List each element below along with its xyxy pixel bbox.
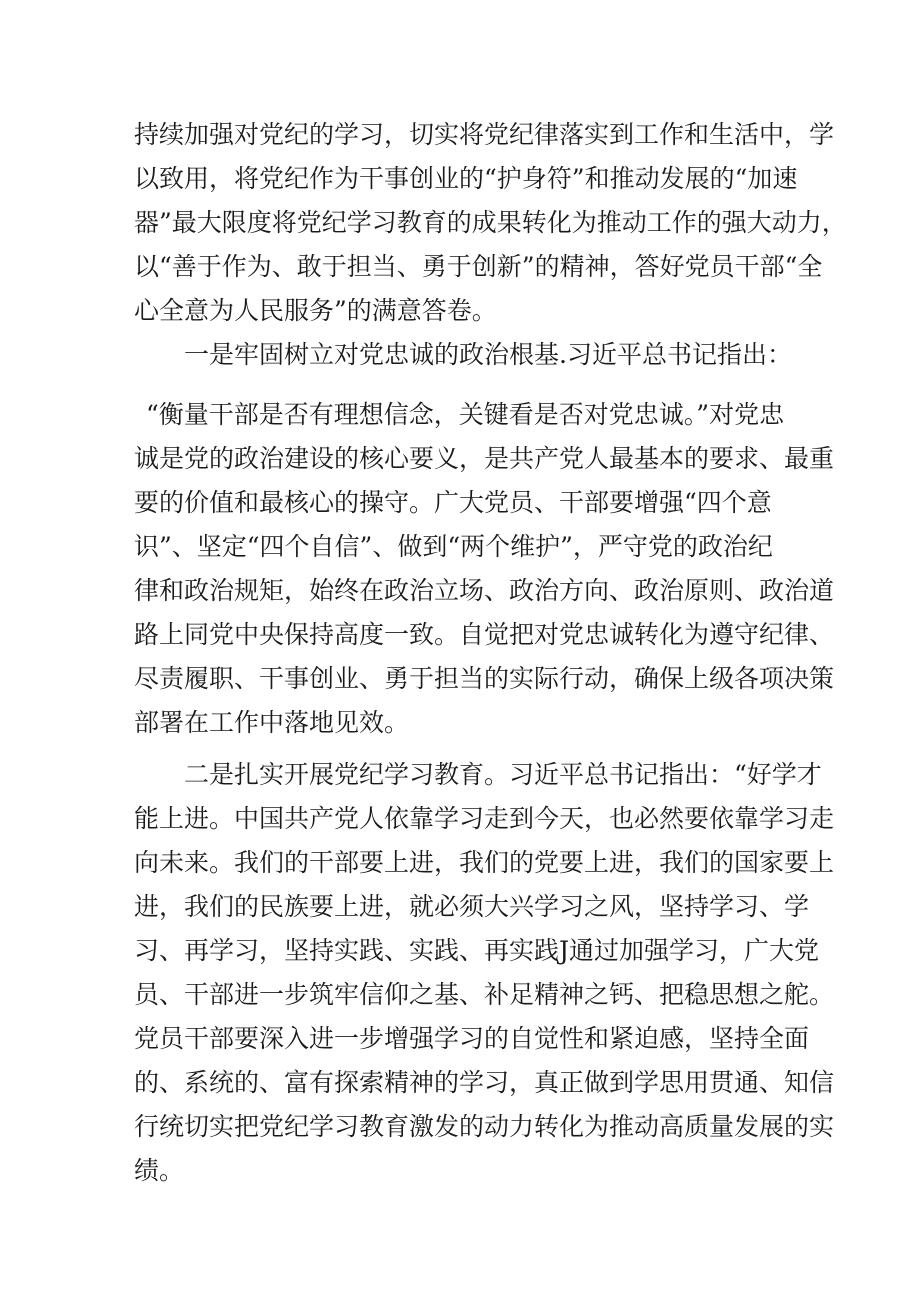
paragraph-1-line-3: 器”最大限度将党纪学习教育的成果转化为推动工作的强大动力， <box>134 208 847 237</box>
paragraph-3-line-6: 员、干部进一步筑牢信仰之基、补足精神之钙、把稳思想之舵。 <box>134 980 835 1009</box>
paragraph-3-line-8: 的、系统的、富有探索精神的学习，真正做到学思用贯通、知信 <box>134 1068 835 1097</box>
paragraph-2-line-3: 诚是党的政治建设的核心要义，是共产党人最基本的要求、最重 <box>134 444 835 473</box>
paragraph-2-line-7: 路上同党中央保持高度一致。自觉把对党忠诚转化为遵守纪律、 <box>134 620 835 649</box>
paragraph-3-line-10: 绩。 <box>134 1156 185 1185</box>
paragraph-3-line-1: 二是扎实开展党纪学习教育。习近平总书记指出：“好学才 <box>184 760 822 789</box>
paragraph-2-line-4: 要的价值和最核心的操守。广大党员、干部要增强“四个意 <box>134 488 772 517</box>
paragraph-2-line-1: 一是牢固树立对党忠诚的政治根基.习近平总书记指出： <box>184 340 792 369</box>
paragraph-1-line-2: 以致用，将党纪作为干事创业的“护身符”和推动发展的“加速 <box>134 164 798 193</box>
paragraph-3-line-5: 习、再学习，坚持实践、实践、再实践J通过加强学习，广大党 <box>134 936 820 965</box>
paragraph-3-line-3: 向未来。我们的干部要上进，我们的党要上进，我们的国家要上 <box>134 848 835 877</box>
paragraph-2-line-6: 律和政治规矩，始终在政治立场、政治方向、政治原则、政治道 <box>134 576 835 605</box>
paragraph-3-line-4: 进，我们的民族要上进，就必须大兴学习之风，坚持学习、学 <box>134 892 810 921</box>
paragraph-3-line-9: 行统切实把党纪学习教育激发的动力转化为推动高质量发展的实 <box>134 1112 835 1141</box>
paragraph-1-line-1: 持续加强对党纪的学习，切实将党纪律落实到工作和生活中，学 <box>134 120 835 149</box>
paragraph-3-line-2: 能上进。中国共产党人依靠学习走到今天，也必然要依靠学习走 <box>134 804 835 833</box>
paragraph-2-line-9: 部署在工作中落地见效。 <box>134 708 410 737</box>
paragraph-2-line-5: 识”、坚定“四个自信”、做到“两个维护”，严守党的政治纪 <box>134 532 773 561</box>
paragraph-2-line-8: 尽责履职、干事创业、勇于担当的实际行动，确保上级各项决策 <box>134 664 835 693</box>
paragraph-1-line-5: 心全意为人民服务”的满意答卷。 <box>134 296 497 325</box>
paragraph-3-line-7: 党员干部要深入进一步增强学习的自觉性和紧迫感，坚持全面 <box>134 1024 810 1053</box>
paragraph-2-line-2: “衡量干部是否有理想信念，关键看是否对党忠诚。”对党忠 <box>146 400 785 429</box>
paragraph-1-line-4: 以“善于作为、敢于担当、勇于创新”的精神，答好党员干部“全 <box>134 252 823 281</box>
